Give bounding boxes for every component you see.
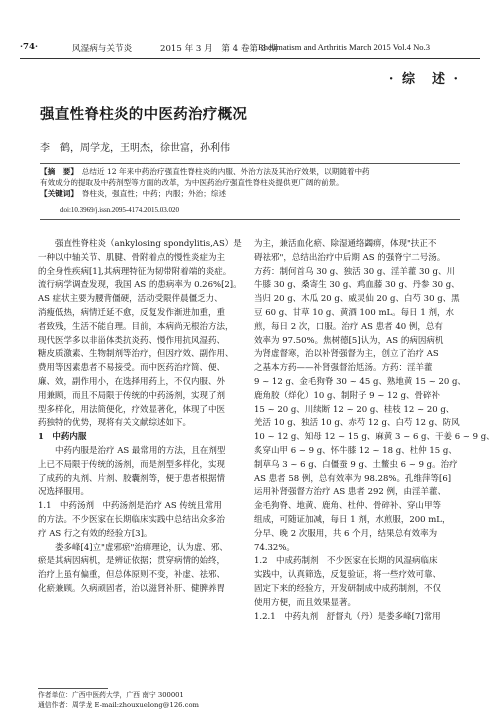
abstract-line-1 <box>40 166 460 177</box>
right-line-11: 鹿角胶（烊化）10 g、制附子 9 ~ 12 g、骨碎补 <box>254 390 441 401</box>
section-1-1-line-5: 化瘀兼顾。久病顽固者，治以滋肾补肝、健脾养胃 <box>38 583 226 594</box>
intro-line-1: 一种以中轴关节、肌腱、骨附着点的慢性炎症为主 <box>38 252 226 263</box>
right-line-2: 方药：制何首乌 30 g、独活 30 g、淫羊藿 30 g、川 <box>254 266 455 277</box>
section-1-line-2: 了成药的丸剂、片剂、胶囊剂等，便于患者根据情 <box>38 473 226 484</box>
intro-line-7: 现代医学多以非甾体类抗炎药、慢作用抗风湿药、 <box>38 335 226 346</box>
right-line-1: 碍祛邪"，总结出治疗中后期 AS 的强脊宁二号汤。 <box>254 252 446 263</box>
section-1-paragraph <box>38 445 243 500</box>
right-line-14: 10 ~ 12 g、知母 12 ~ 15 g、麻黄 3 ~ 6 g、干姜 6 ~ 9 g、 <box>254 432 495 443</box>
intro-line-12: 型多样化，用法简便化，疗效显著化，体现了中医 <box>38 404 226 415</box>
right-line-0: 为主，兼活血化瘀、除湿通络蠲痹，体现"扶正不 <box>254 239 437 249</box>
page-header <box>20 38 480 60</box>
author-list: 李 鹤，周学龙，王明杰，徐世富，孙利伟 <box>40 143 230 154</box>
right-line-9: 之基本方药——补肾强督治尪汤。方药：淫羊藿 <box>254 363 433 374</box>
article-title: 强直性脊柱炎的中医药治疗概况 <box>40 106 248 123</box>
right-line-17: AS 患者 58 例，总有效率为 98.28%。孔维萍等[6] <box>254 473 452 484</box>
right-line-22: 74.32%。 <box>254 542 295 553</box>
abstract-line-2: 有效成分的提取及中药剂型等方面的改革，为中医药治疗强直性脊柱炎提供更广阔的前景。 <box>40 178 344 188</box>
right-line-21: 分早、晚 2 次服用，共 6 个月，结果总有效率为 <box>254 528 438 539</box>
section-1-1-paragraph <box>38 514 243 597</box>
right-paragraph <box>254 238 495 555</box>
abstract-text-1: 总结近 12 年来中药治疗强直性脊柱炎的内服、外治方法及其治疗效果，以期随着中药 <box>81 167 370 176</box>
right-line-7: 效率为 97.50%。焦树德[5]认为，AS 的病因病机 <box>254 335 444 346</box>
author-affiliation: 作者单位：广西中医药大学，广西 南宁 300001 <box>38 691 184 699</box>
right-line-15: 炙穿山甲 6 ~ 9 g、怀牛膝 12 ~ 18 g、杜仲 15 g、 <box>254 445 457 456</box>
section-1-line-0: 中药内服是治疗 AS 最常用的方法，且在剂型 <box>38 445 226 456</box>
section-1-2-paragraph <box>254 569 469 610</box>
right-column <box>254 238 495 624</box>
intro-line-4: AS 症状主要为腰背僵硬，活动受限伴晨僵乏力、 <box>38 294 223 305</box>
right-line-12: 15 ~ 20 g、川续断 12 ~ 20 g、桂枝 12 ~ 20 g、 <box>254 404 455 415</box>
section-1-2-line-1: 固定下来的经验方，开发研制成中成药制剂，不仅 <box>254 583 442 594</box>
intro-line-9: 费用等因素患者不易接受。而中医药治疗简、便、 <box>38 363 226 374</box>
page-number: ·74· <box>20 42 38 52</box>
keywords-label: 【关键词】 <box>40 189 75 199</box>
intro-line-8: 糖皮质激素、生物制剂等治疗，但因疗效、副作用、 <box>38 349 234 360</box>
section-1-1-line-2: 娄多峰[4]立"虚邪瘀"治痹理论，认为虚、邪、 <box>38 542 228 553</box>
right-line-6: 煎，每日 2 次，口服。治疗 AS 患者 40 例，总有 <box>254 321 443 332</box>
right-line-13: 羌活 10 g、独活 10 g、赤芍 12 g、白芍 12 g、防风 <box>254 418 460 429</box>
intro-line-2: 的全身性疾病[1],其病理特征为韧带附着端的炎症。 <box>38 266 232 277</box>
abstract-label: 【摘 要】 <box>40 167 75 176</box>
corresponding-author: 通信作者：周学龙 E-mail:zhouxuelong@126.com <box>38 701 199 709</box>
intro-line-11: 用兼顾，而且不局限于传统的中药汤剂，实现了剂 <box>38 390 226 401</box>
section-1-1-line-0: 的方法。不少医家在长期临床实践中总结出众多治 <box>38 514 226 525</box>
right-line-19: 金毛狗脊、地黄、鹿角、杜仲、骨碎补、穿山甲等 <box>254 501 442 512</box>
intro-line-10: 廉、效，副作用小，在选择用药上，不仅内服、外 <box>38 376 226 387</box>
section-heading-1-2-1: 1.2.1 中药丸剂 舒督丸（丹）是娄多峰[7]常用 <box>254 611 441 622</box>
right-line-18: 运用补肾强督方治疗 AS 患者 292 例，由淫羊藿、 <box>254 487 446 498</box>
section-heading-1-1: 1.1 中药汤剂 中药汤剂是治疗 AS 传统且常用 <box>38 501 222 512</box>
section-heading-1-2: 1.2 中成药制剂 不少医家在长期的风湿病临床 <box>254 556 438 567</box>
left-column <box>38 238 243 597</box>
section-1-2-line-0: 实践中，认真筛选，反复验证，将一些疗效可靠、 <box>254 570 442 581</box>
section-1-1-line-4: 治疗上虽有偏重，但总体原则不变，补虚、祛邪、 <box>38 570 226 581</box>
section-1-2-line-2: 使用方便，而且效果显著。 <box>254 597 357 608</box>
header-rule <box>20 58 480 59</box>
right-line-20: 组成，可随证加减，每日 1 剂，水煎服，200 mL， <box>254 514 451 525</box>
right-line-4: 当归 20 g、木瓜 20 g、威灵仙 20 g、白芍 30 g、黑 <box>254 294 460 305</box>
intro-line-0: 强直性脊柱炎（ankylosing spondylitis,AS）是 <box>38 239 242 249</box>
column-tag: · 综 述 · <box>388 72 460 87</box>
section-1-line-1: 上已不局限于传统的汤剂，而是剂型多样化，实现 <box>38 459 226 470</box>
intro-line-13: 药独特的优势，现将有关文献综述如下。 <box>38 418 192 429</box>
intro-line-3: 流行病学调查发现，我国 AS 的患病率为 0.26%[2]。 <box>38 280 242 291</box>
section-heading-1: 1 中药内服 <box>38 432 87 443</box>
journal-name-en: Rheumatism and Arthritis March 2015 Vol.4 No.3 <box>258 42 431 52</box>
right-line-10: 9 ~ 12 g、金毛狗脊 30 ~ 45 g、熟地黄 15 ~ 20 g、 <box>254 376 466 387</box>
issue-date-cn: 2015 年 3 月 第 4 卷第 3 期 <box>160 44 278 54</box>
journal-name-cn: 风湿病与关节炎 <box>72 44 133 54</box>
keywords-line <box>40 188 460 199</box>
section-1-line-3: 况选择服用。 <box>38 487 90 498</box>
right-line-8: 为肾虚督寒，治以补肾强督为主，创立了治疗 AS <box>254 349 439 360</box>
intro-line-6: 者致残，生活不能自理。目前，本病尚无根治方法， <box>38 321 234 332</box>
section-1-1-line-1: 疗 AS 行之有效的经验方[3]。 <box>38 528 153 539</box>
right-line-16: 制草乌 3 ~ 6 g、白僵蚕 9 g、土鳖虫 6 ~ 9 g。治疗 <box>254 459 458 470</box>
keywords-text: 脊柱炎，强直性；中药；内服；外治；综述 <box>81 189 227 199</box>
doi: doi:10.3969/j.issn.2095-4174.2015.03.020 <box>60 206 180 214</box>
right-line-3: 牛膝 30 g、桑寄生 30 g、鸡血藤 30 g、丹参 30 g、 <box>254 280 460 291</box>
right-line-5: 豆 60 g、甘草 10 g、黄酒 100 mL。每日 1 剂，水 <box>254 307 454 318</box>
intro-paragraph <box>38 238 243 431</box>
intro-line-5: 消瘦低热，病情迁延不愈，反复发作渐进加重，重 <box>38 307 226 318</box>
section-1-1-line-3: 瘀是其病因病机，是辨证依据；贯穿病情的始终， <box>38 556 226 567</box>
